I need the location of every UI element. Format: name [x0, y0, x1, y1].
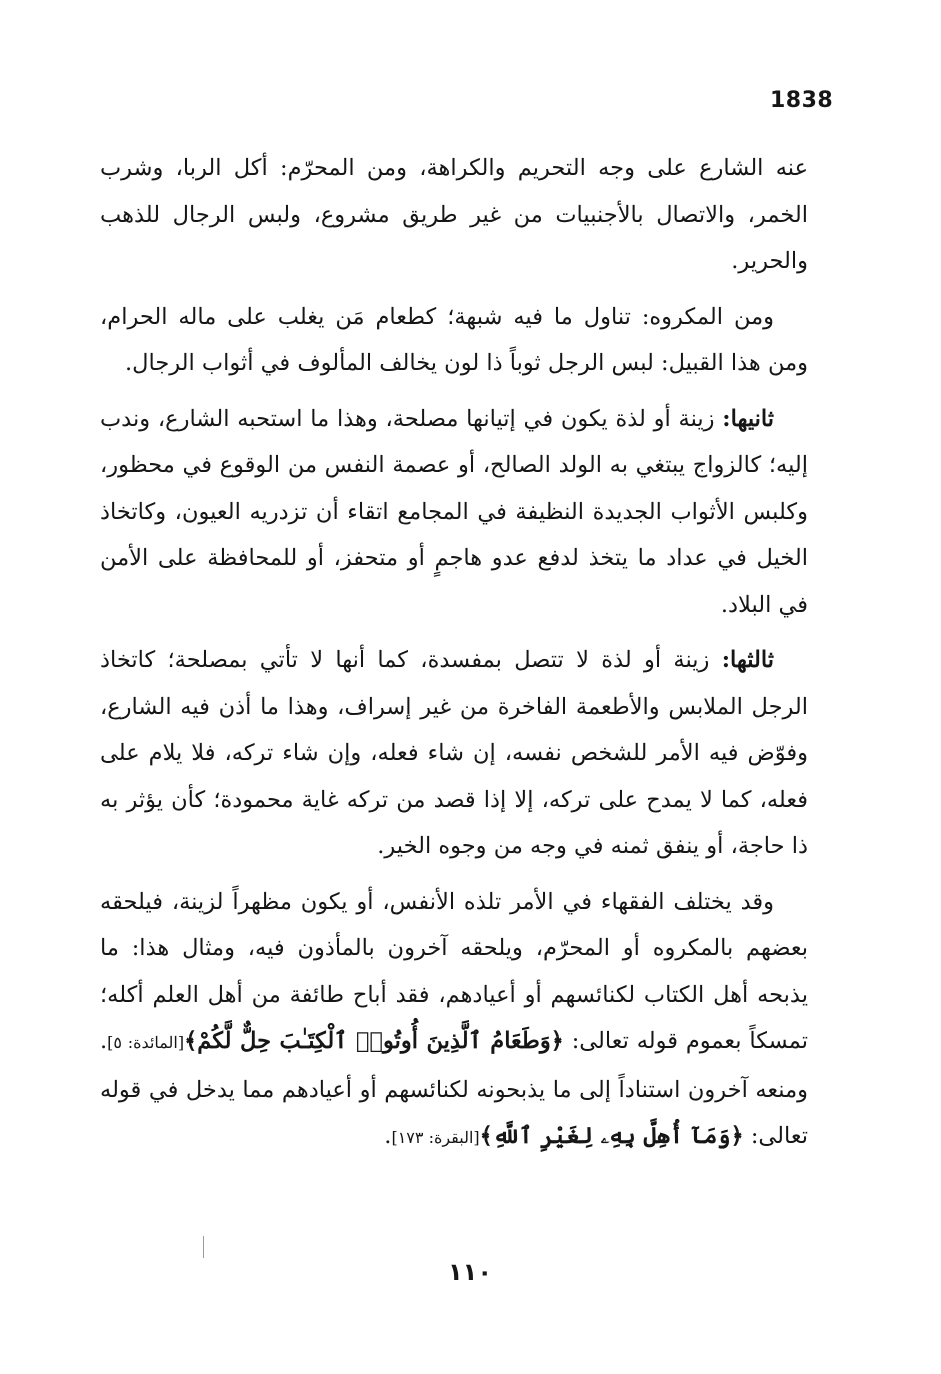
quran-verse-1: ﴿وَطَعَامُ ٱلَّذِينَ أُوتُوا۟ ٱلْكِتَـٰبَ حِلٌّ لَّكُمْ﴾: [184, 1028, 564, 1054]
paragraph-1: عنه الشارع على وجه التحريم والكراهة، ومن المحرّم: أكل الربا، وشرب الخمر، والاتصال بالأجنبيات من غير طريق مشروع، ولبس الرجال للذهب والحرير.: [100, 155, 808, 274]
paragraph-3: [100, 396, 808, 629]
paragraph-2: ومن المكروه: تناول ما فيه شبهة؛ كطعام مَن يغلب على ماله الحرام، ومن هذا القبيل: لبس الرجل ثوباً ذا لون يخالف المألوف في أثواب الرجال.: [100, 303, 808, 376]
margin-mark: [203, 1236, 204, 1258]
paragraph-5-text-c: .: [384, 1123, 392, 1149]
paragraph-5: [100, 879, 808, 1162]
verse-reference-2: [البقرة: ١٧٣]: [391, 1128, 480, 1147]
paragraph-4-text: زينة أو لذة لا تتصل بمفسدة، كما أنها لا تأتي بمصلحة؛ كاتخاذ الرجل الملابس والأطعمة الفاخرة من غير إسراف، وهذا ما أذن فيه الشارع، وفوّض فيه الأمر للشخص نفسه، إن شاء فعله، وإن شاء تركه، فلا يلام على فعله، كما لا يمدح على تركه، إلا إذا قصد من تركه غاية محمودة؛ كأن يؤثر به ذا حاجة، أو ينفق ثمنه في وجه من وجوه الخير.: [100, 647, 808, 859]
page-number-bottom: ١١٠: [448, 1258, 492, 1286]
paragraph-4: [100, 637, 808, 870]
verse-reference-1: [المائدة: ٥]: [107, 1033, 185, 1052]
paragraph-5-text-a: وقد يختلف الفقهاء في الأمر تلذه الأنفس، أو يكون مظهراً لزينة، فيلحقه بعضهم بالمكروه أو المحرّم، ويلحقه آخرون بالمأذون فيه، ومثال هذا: ما يذبحه أهل الكتاب لكنائسهم أو أعيادهم، فقد أباح طائفة من أهل العلم أكله؛ تمسكاً بعموم قوله تعالى:: [100, 888, 808, 1054]
paragraph-3-text: زينة أو لذة يكون في إتيانها مصلحة، وهذا ما استحبه الشارع، وندب إليه؛ كالزواج يبتغي به الولد الصالح، أو عصمة النفس من الوقوع في محظور، وكلبس الأثواب الجديدة النظيفة في المجامع اتقاء أن تزدريه العيون، وكاتخاذ الخيل في عداد ما يتخذ لدفع عدو هاجمٍ أو متحفز، أو للمحافظة على الأمن في البلاد.: [100, 405, 808, 618]
paragraph-4-lead: ثالثها:: [721, 647, 774, 673]
page-number-top: 1838: [770, 88, 834, 113]
paragraph-3-lead: ثانيها:: [722, 405, 774, 432]
paragraph-5-text-b: . ومنعه آخرون استناداً إلى ما يذبحونه لكنائسهم أو أعيادهم مما يدخل في قوله تعالى:: [100, 1028, 808, 1149]
quran-verse-2: ﴿وَمَآ أُهِلَّ بِهِۦ لِغَيْرِ ٱللَّهِ﴾: [479, 1123, 744, 1149]
text-body: [100, 145, 808, 1171]
